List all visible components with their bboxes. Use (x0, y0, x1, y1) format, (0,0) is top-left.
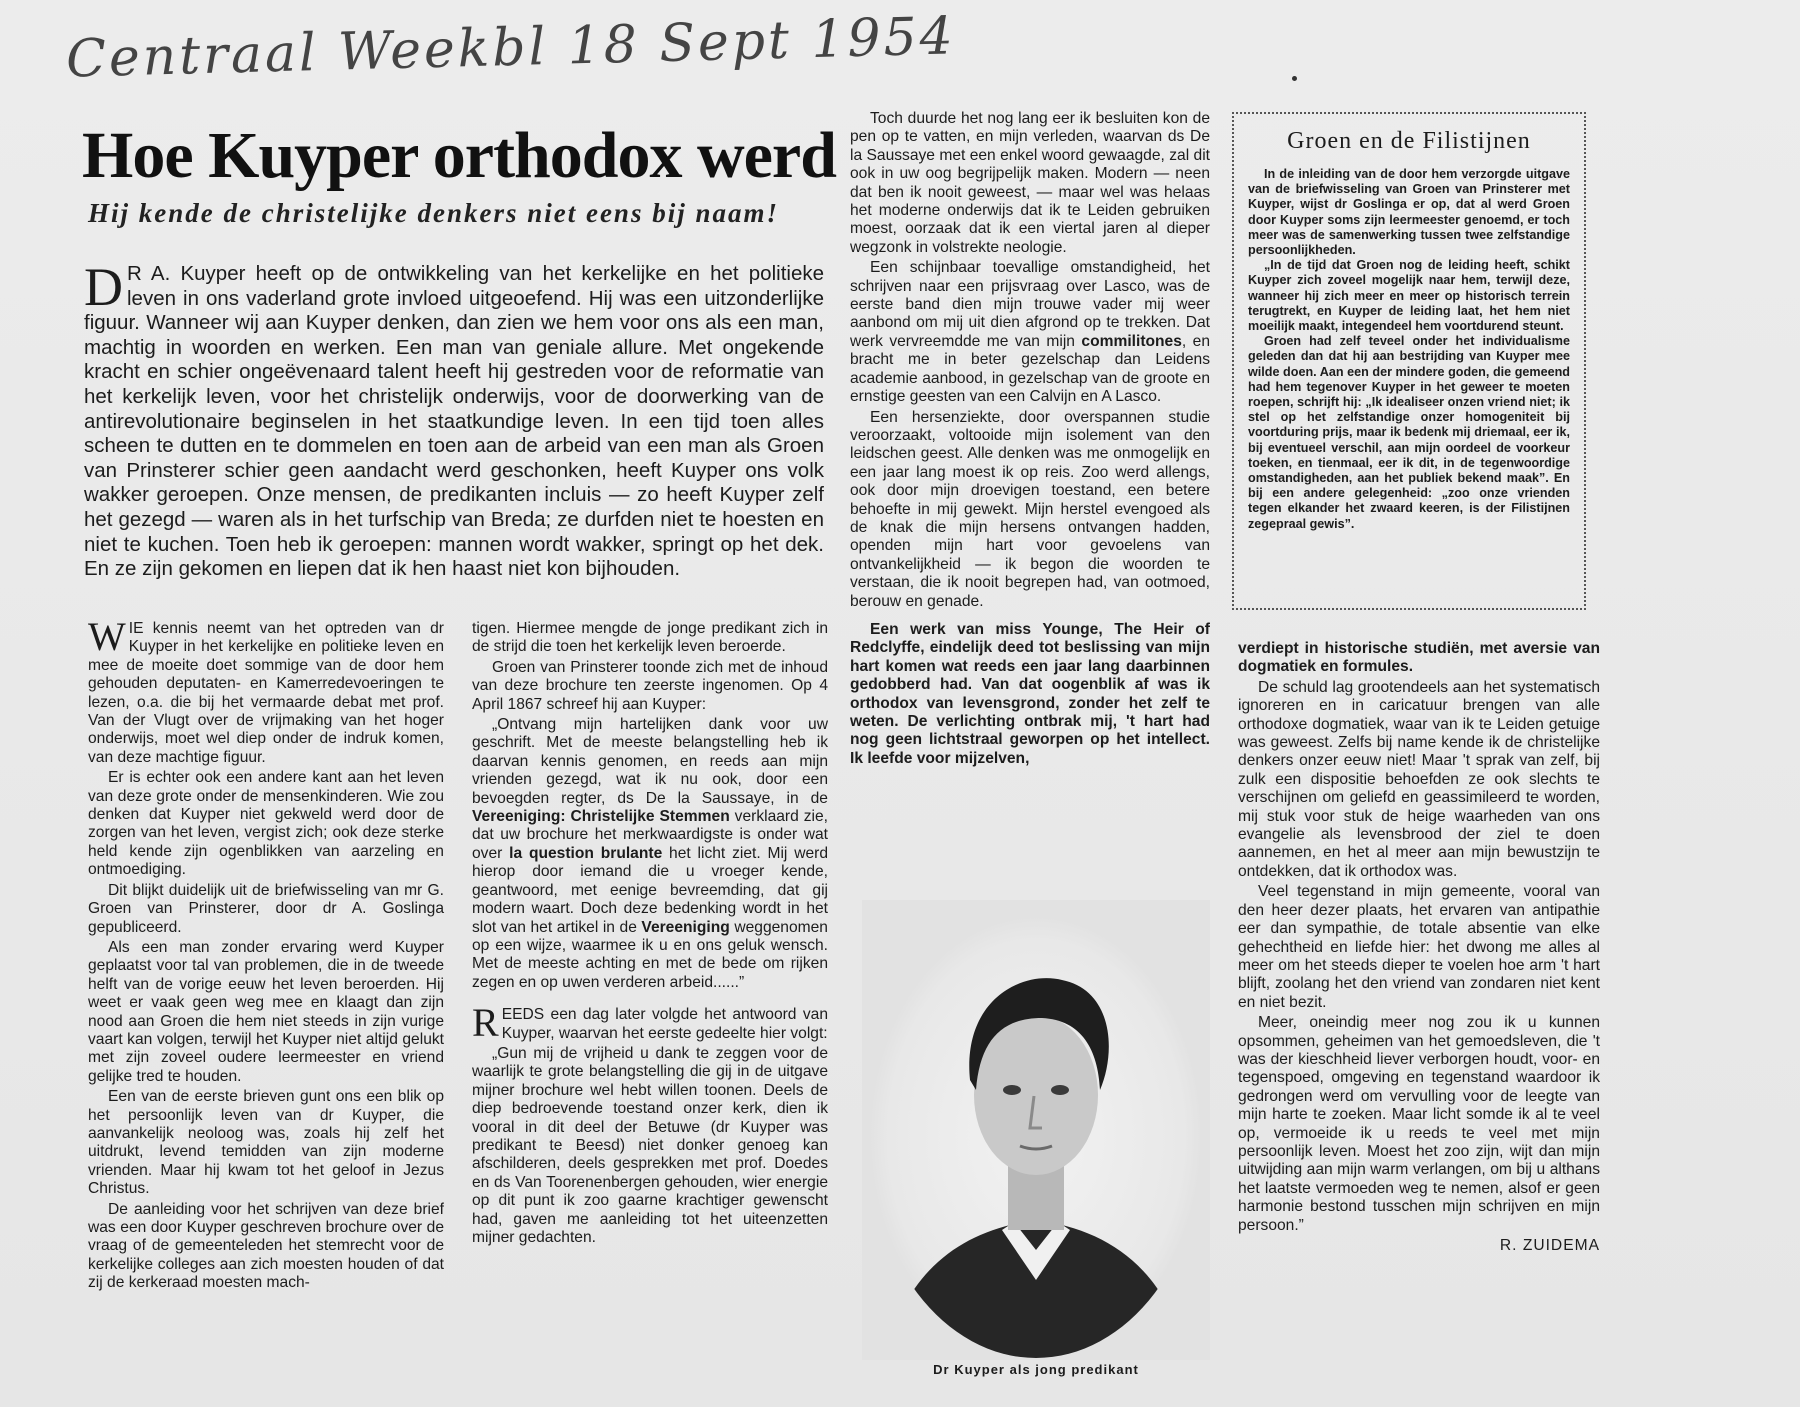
col3-text: Een schijnbaar toevallige omstandigheid, het schrijven naar een prijsvraag over Lasco, was de eerste band dien mijn trouwe vader mij weer aanbond om mij uit dien afgrond op te trekken. Dat werk vervreemdde me van mijn (850, 259, 1210, 350)
column-2 (472, 620, 828, 1249)
quote-text: „Ontvang mijn hartelijken dank voor uw geschrift. Met de meeste belangstelling heb ik daarvan kennis genomen, en reeds aan mijn vrienden gezegd, wat ik nu ook, door een bevoegden regter, ds De la Saussaye, in de (472, 716, 828, 807)
column-4 (1238, 640, 1600, 1257)
col2-quote: „Gun mij de vrijheid u dank te zeggen voor de waarlijk te grote belangstelling die gij in de uitgave mijner brochure wel hebt willen toonen. Deels de diep bedroevende toestand onzer kerk, dien ik vooral in dit deel der Betuwe (dr Kuyper was predikant te Beesd) niet donker genoeg kan afschilderen, deels gesprekken met prof. Doedes en ds Van Toorenenbergen gehouden, wier energie op dit punt ik zoo gaarne krachtiger gewenscht had, gaven me aanleiding tot het uiteenzetten mijner gedachten. (472, 1044, 828, 1246)
col2-dropcap: R (472, 1000, 499, 1046)
col4-paragraph: Veel tegenstand in mijn gemeente, vooral van den heer dezer plaats, het ervaren van antipathie eer dan sympathie, de totale absentie van elke gehechtheid en liefde hier: het dwong me alles al meer om het steeds dieper te voelen hoe arm 't hart blijft, zoolang het den vriend van zondaren niet kent en niet bezit. (1238, 883, 1600, 1011)
col2-text: EEDS een dag later volgde het antwoord van Kuyper, waarvan het eerste gedeelte hier volgt: (501, 1006, 828, 1042)
portrait-photo (862, 900, 1210, 1360)
col2-paragraph (472, 1000, 828, 1046)
column-1 (88, 614, 444, 1295)
col3-paragraph (850, 259, 1210, 406)
col4-paragraph: De schuld lag grootendeels aan het systematisch ignoreren en in caricatuur brengen van alle orthodoxe dogmatiek, waar van ik te Leiden getuige was geweest. Zelfs bij name kende ik de christelijke denkers onzer eeuw niet! Maar 't sprak van zelf, bij zulk een dispositie behoefden ze ook slechts te verschijnen om geliefd en geassimileerd te worden, mij stuk voor stuk de heige waarheden van ons evangelie als levensbrood der ziel te doen aannemen, en het al meer aan mijn bewustzijn te ontdekken, dat ik orthodox was. (1238, 678, 1600, 880)
col1-paragraph: Als een man zonder ervaring werd Kuyper geplaatst voor tal van problemen, die in de tweede helft van de vorige eeuw het leven beroerden. Hij weet er vaak geen weg mee en klaagt dan zijn nood aan Groen die hem niet steeds in zijn vurige vaart kan volgen, terwijl het Kuyper niet altijd gelukt met zijn zoveel oudere leermeester en vriend gelijke tred te houden. (88, 938, 444, 1085)
col2-quote (472, 716, 828, 992)
quote-text: verklaard zie, dat uw brochure het merkwaardigste is onder wat over (472, 808, 828, 862)
col3-text: , en bracht me in beter gezelschap dan Leidens academie aanbood, in gezelschap van de groote en ernstige geesten van een Calvijn en A Lasco. (850, 332, 1210, 406)
col4-paragraph: Meer, oneindig meer nog zou ik u kunnen opsommen, geheimen van het gemoedsleven, die 't was der kieschheid liever verborgen houdt, voor- en tegenspoed, omgeving en tegenstand waardoor ik gedrongen werd om vervulling voor de leegte van mijn harte te zoeken. Maar licht somde ik al te veel op, vermoeide ik u reeds te veel met mijn persoonlijk leven. Moest het zoo zijn, wijt dan mijn uitwijding aan mijn warm verlangen, om bij u althans het laatste vermoeden weg te nemen, alsof er geen harmonie bestond tusschen mijn schrijven en mijn persoon.” (1238, 1014, 1600, 1234)
col3-paragraph: Een hersenziekte, door overspannen studie veroorzaakt, voltooide mijn isolement van den leidschen geest. Alle denken was me onmogelijk en een jaar lang moest ik op reis. Zoo werd allengs, ook door mijn droevigen toestand, een betere behoefte in mij gewekt. Mijn herstel evengoed als de knak die mijn hersens ontvangen hadden, openden mijn hart voor gevoelens van ontvankelijkheid — ik begon die woorden te verstaan, die ik nooit begrepen had, van ootmoed, berouw en genade. (850, 408, 1210, 610)
col1-paragraph: Een van de eerste brieven gunt ons een blik op het persoonlijk leven van dr Kuyper, die aanvankelijk neoloog was, zoals hij zelf het uitdrukt, levend temidden van zijn moderne vrienden. Maar hij kwam tot het geloof in Jezus Christus. (88, 1088, 444, 1198)
col1-text: IE kennis neemt van het optreden van dr Kuyper in het kerkelijke en politieke leven en mee de moeite doet sommige van de door hem gehouden deputaten- en Kamerredevoeringen te lezen, o.a. die bij het vermaarde debat met prof. Van der Vlugt over de vrijmaking van het hoger onderwijs, moet wel diep onder de indruk komen, van deze machtige figuur. (88, 620, 444, 766)
signature-text: R. ZUIDEMA (1499, 1237, 1600, 1254)
col1-paragraph (88, 614, 444, 767)
ink-dot (1292, 76, 1297, 81)
box-paragraph: In de inleiding van de door hem verzorgde uitgave van de briefwisseling van Groen van Prinsterer met Kuyper, wijst dr Goslinga er op, dat al werd Groen door Kuyper soms zijn leermeester genoemd, er toch meer was de samenwerking tussen twee zelfstandige persoonlijkheden. (1248, 167, 1570, 258)
headline: Hoe Kuyper orthodox werd (82, 119, 836, 192)
box-text (1248, 167, 1570, 532)
col2-paragraph: tigen. Hiermee mengde de jonge predikant zich in de strijd die toen het kerkelijk leven beroerde. (472, 620, 828, 656)
quote-text: het licht ziet. Mij werd hierop door iemand die u vroeger kende, geantwoord, met eenige bevreemding, dat gij modern waart. Doch deze bedenking wordt in het slot van het artikel in de (472, 844, 829, 936)
col1-paragraph: De aanleiding voor het schrijven van deze brief was een door Kuyper geschreven brochure over de vraag of de gemeenteleden het stemrecht voor de kerkelijke colleges aan zich moesten houden of dat zij de kerkeraad moesten mach- (88, 1200, 444, 1292)
handwritten-note: Centraal Weekbl 18 Sept 1954 (65, 6, 957, 90)
lead-paragraph (84, 257, 824, 582)
author-signature (1238, 1237, 1600, 1255)
portrait-icon (862, 900, 1210, 1360)
sidebar-box (1232, 112, 1586, 610)
col4-paragraph: verdiept in historische studiën, met aversie van dogmatiek en formules. (1238, 640, 1600, 676)
quote-bold: Vereeniging: Christelijke Stemmen (472, 808, 730, 826)
col1-paragraph: Er is echter ook een andere kant aan het leven van deze grote onder de mensenkinderen. Wie zou denken dat Kuyper niet gekweld werd door de zorgen van het leven, vergist zich; ook deze sterke held kende zijn ogenblikken van aarzeling en ontmoediging. (88, 769, 444, 879)
col3-bold-paragraph: Een werk van miss Younge, The Heir of Redclyffe, eindelijk deed tot beslissing van mijn hart komen wat reeds een jaar lang daarbinnen gedobberd had. Van dat oogenblik af was ik orthodox van levensgrond, zonder het zelf te weten. De verlichting ontbrak mij, 't hart had nog geen lichtstraal geworpen op het intellect. Ik leefde voor mijzelven, (850, 620, 1210, 767)
subheadline: Hij kende de christelijke denkers niet eens bij naam! (88, 198, 779, 228)
col1-paragraph: Dit blijkt duidelijk uit de briefwisseling van mr G. Groen van Prinsterer, door dr A. Goslinga gepubliceerd. (88, 881, 444, 936)
lead-dropcap: D (84, 257, 123, 317)
box-paragraph: „In de tijd dat Groen nog de leiding heeft, schikt Kuyper zich zoveel mogelijk naar hem, terwijl deze, wanneer hij zich meer en meer op historisch terrein terugtrekt, en Kuyper de leiding laat, het hem niet moeilijk maakt, integendeel hem voortdurend steunt. (1248, 258, 1570, 334)
box-title: Groen en de Filistijnen (1287, 128, 1531, 154)
col3-bold: commilitones (1081, 332, 1182, 350)
quote-bold: la question brulante (509, 844, 663, 862)
box-paragraph: Groen had zelf teveel onder het individualisme geleden dan dat hij aan bestrijding van Kuyper mee wilde doen. Aan een der mindere goden, die gemeend had hem tegenover Kuyper in het geweer te moeten roepen, schrijft hij: „Ik idealiseer onzen vriend niet; ik stel op het zelfstandige onzer homogeniteit bij voortduring prijs, maar ik bedenk mij driemaal, eer ik, bij eventueel verschil, aan mijn oordeel de voorkeur toeken, en tienmaal, eer ik dit, in de tegenwoordige omstandigheden, aan het publiek bekend maak”. En bij een andere gelegenheid: „zoo onze vrienden tegen elkander het zwaard keeren, is der Filistijnen zegepraal gewis”. (1248, 334, 1570, 531)
quote-bold: Vereeniging (641, 918, 730, 936)
photo-caption: Dr Kuyper als jong predikant (933, 1362, 1139, 1377)
col2-paragraph: Groen van Prinsterer toonde zich met de inhoud van deze brochure ten zeerste ingenomen. Op 4 April 1867 schreef hij aan Kuyper: (472, 658, 828, 713)
column-3 (850, 110, 1210, 770)
lead-text: R A. Kuyper heeft op de ontwikkeling van het kerkelijke en het politieke leven in ons vaderland grote invloed uitgeoefend. Hij was een uitzonderlijke figuur. Wanneer wij aan Kuyper denken, dan zien we hem voor ons als een man, machtig in woorden en werken. Een man van geniale allure. Met ongekende kracht en schier ongeëvenaard talent heeft hij gestreden voor de reformatie van het kerkelijk leven, voor het christelijk onderwijs, voor de doorwerking van de antirevolutionaire beginselen in het staatkundige leven. In een tijd toen alles scheen te dutten en te dommelen en toen aan de arbeid van een man als Groen van Prinsterer schier geen aandacht werd geschonken, heeft Kuyper ons volk wakker geroepen. Onze mensen, de predikanten incluis — zo heeft Kuyper zelf het gezegd — waren als in het turfschip van Breda; ze durfden niet te hoesten en niet te kuchen. Toen heb ik geroepen: mannen wordt wakker, springt op het dek. En ze zijn gekomen en liepen dat ik hen haast niet kon bijhouden. (84, 262, 824, 581)
quote-text: weggenomen op een wijze, waarmee ik u en ons geluk wensch. Met de meeste achting en met de bede om rijken zegen en op uwen verderen arbeid......” (472, 918, 828, 991)
col3-paragraph: Toch duurde het nog lang eer ik besluiten kon de pen op te vatten, en mijn verleden, waarvan ds De la Saussaye met een enkel woord gewaagde, zal dit ook in uw oog begrijpelijk maken. Modern — neen dat ben ik nooit geweest, — maar wel was helaas het moderne onderwijs dat ik te Leiden gebruiken moest, oorzaak dat ik een viertal jaren al dieper wegzonk in volstrekte neologie. (850, 110, 1210, 256)
col1-dropcap: W (88, 614, 126, 659)
